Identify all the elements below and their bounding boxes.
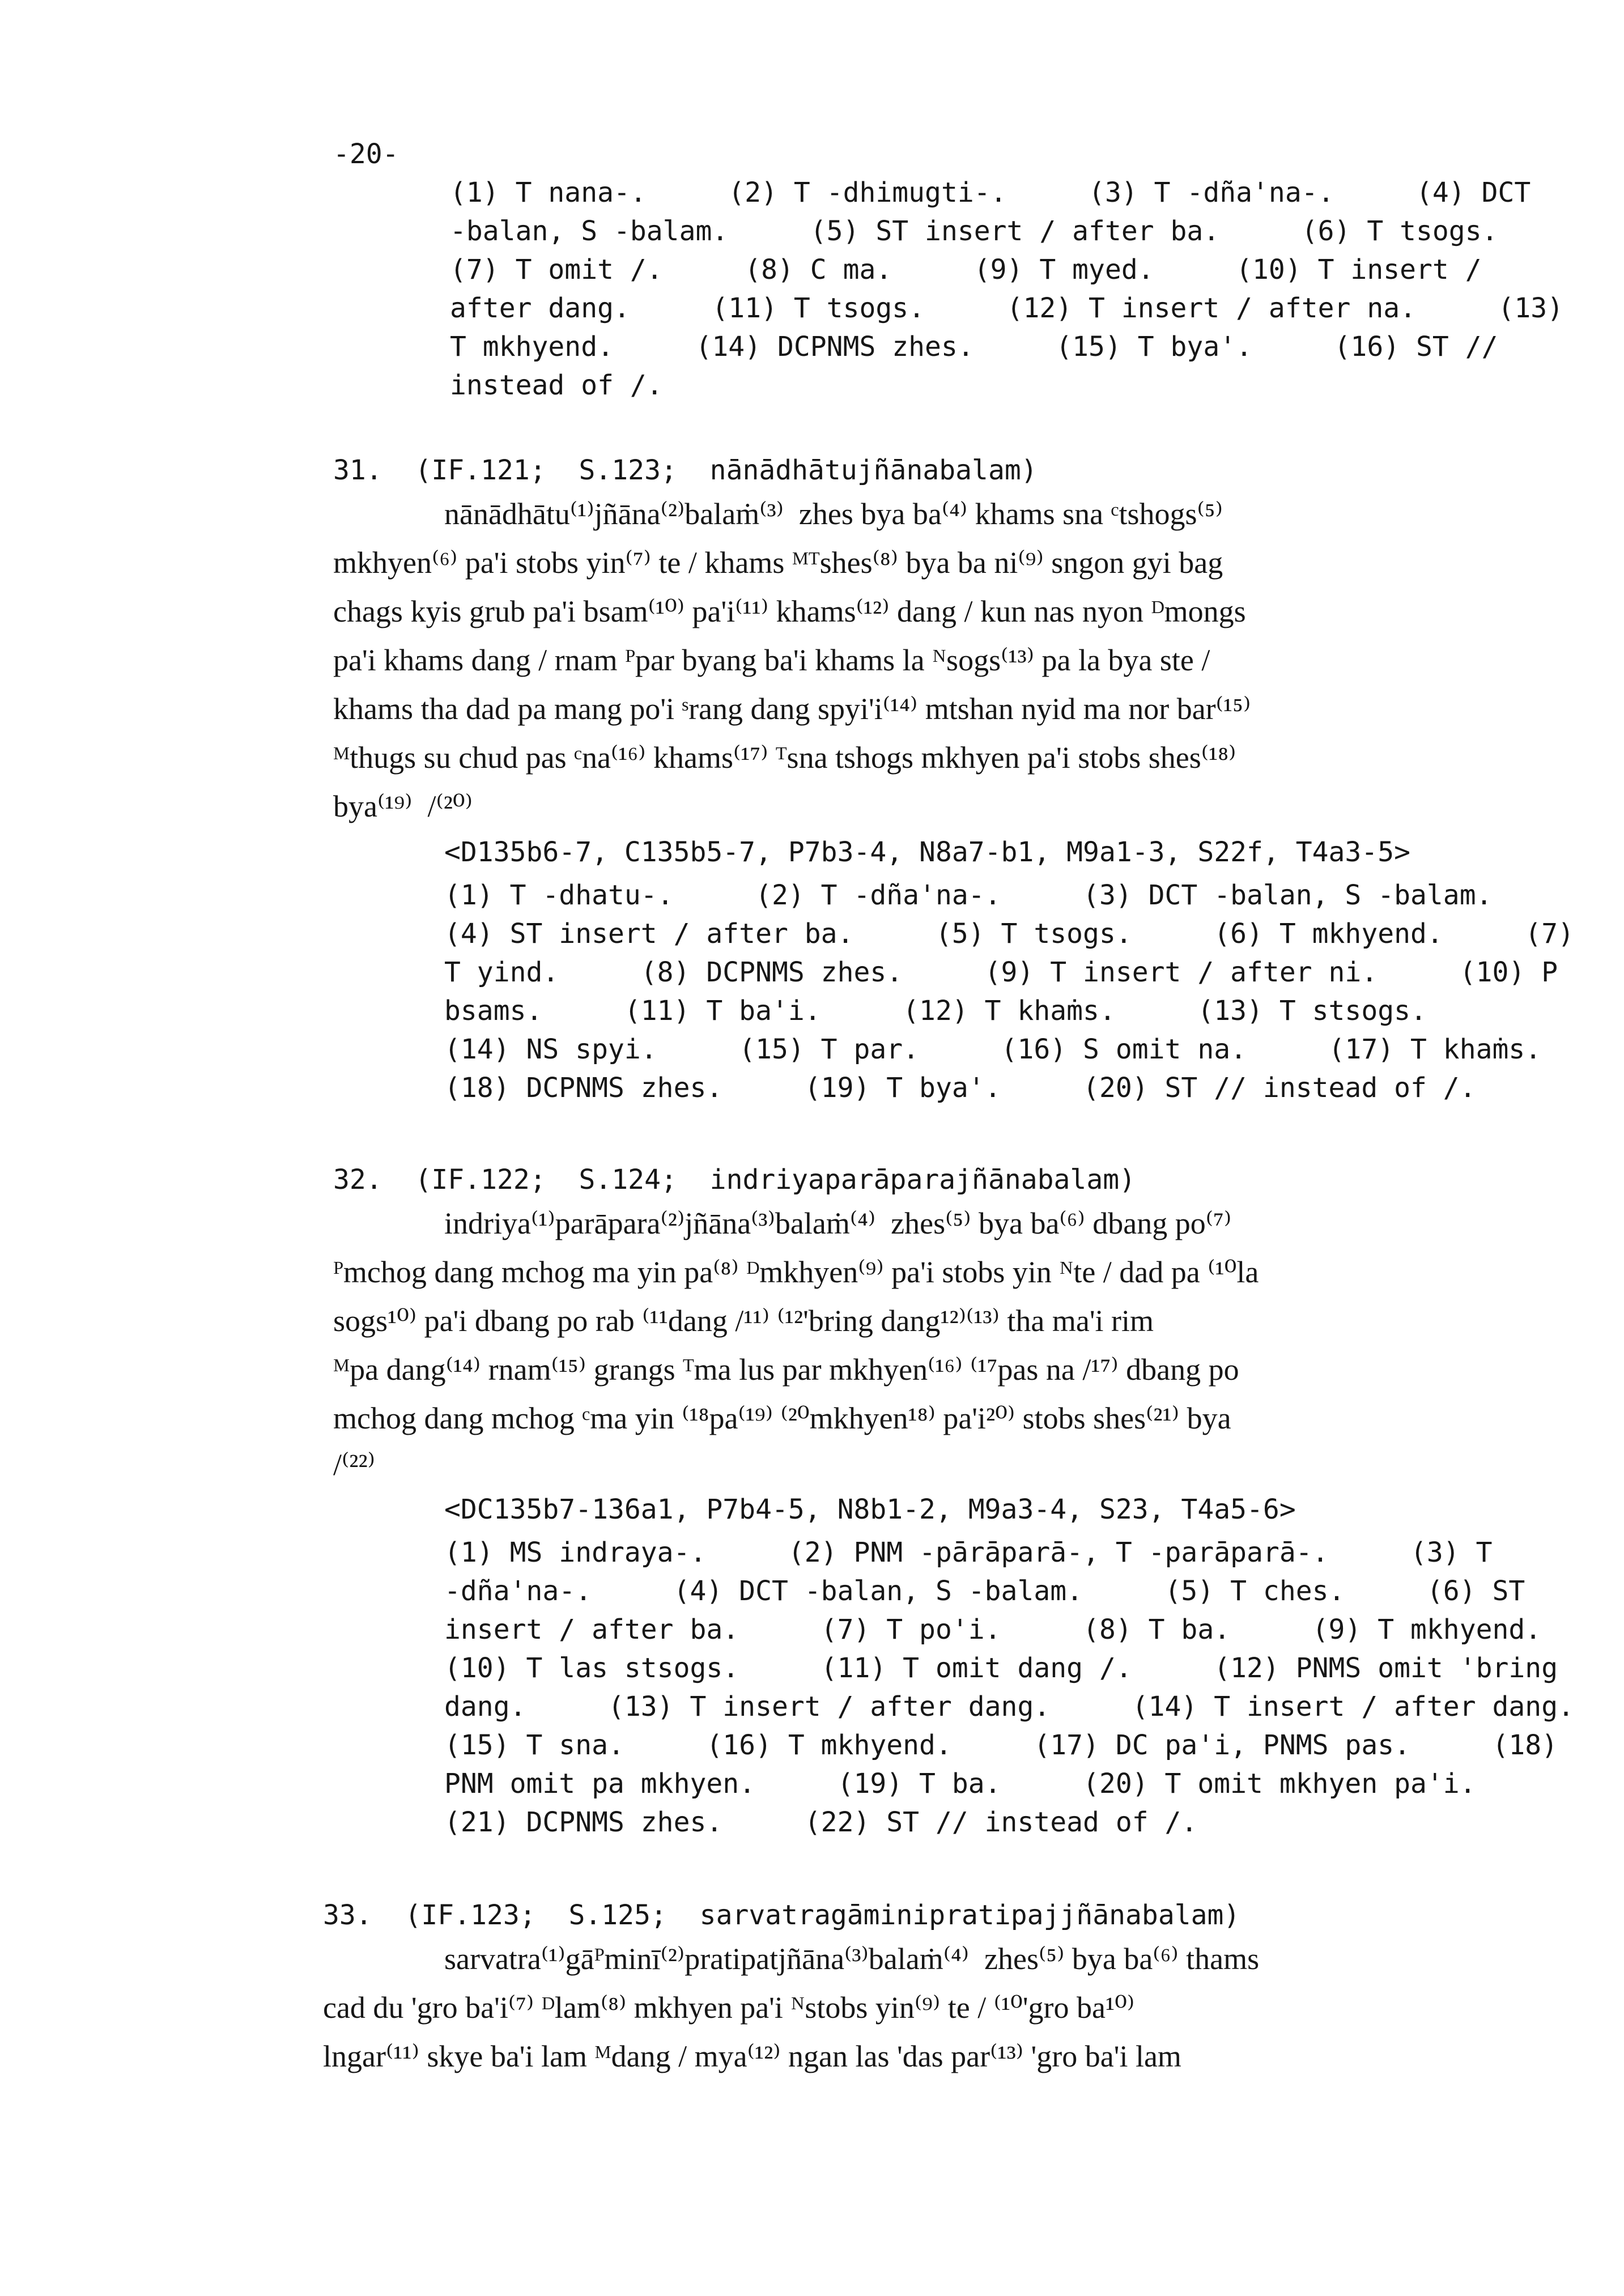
text-line: indriya⁽¹⁾parāpara⁽²⁾jñāna⁽³⁾balaṁ⁽⁴⁾ zhes⁽⁵⁾ bya ba⁽⁶⁾ dbang po⁽⁷⁾: [444, 1206, 1232, 1240]
footnote-line: bsams. (11) T ba'i. (12) T khaṁs. (13) T stsogs.: [444, 995, 1427, 1027]
page-number: -20-: [333, 138, 399, 170]
footnote-line: (14) NS spyi. (15) T par. (16) S omit na. (17) T khaṁs.: [444, 1034, 1542, 1065]
text-line: ᴹpa dang⁽¹⁴⁾ rnam⁽¹⁵⁾ grangs ᵀma lus par mkhyen⁽¹⁶⁾ ⁽¹⁷pas na /¹⁷⁾ dbang po: [333, 1353, 1239, 1387]
text-line: mkhyen⁽⁶⁾ pa'i stobs yin⁽⁷⁾ te / khams ᴹᵀshes⁽⁸⁾ bya ba ni⁽⁹⁾ sngon gyi bag: [333, 546, 1223, 580]
text-line: lngar⁽¹¹⁾ skye ba'i lam ᴹdang / mya⁽¹²⁾ ngan las 'das par⁽¹³⁾ 'gro ba'i lam: [323, 2039, 1181, 2073]
footnote-line: (1) T nana-. (2) T -dhimugti-. (3) T -dña'na-. (4) DCT: [450, 177, 1531, 209]
text-line: sarvatra⁽¹⁾gāᴾminī⁽²⁾pratipatjñāna⁽³⁾balaṁ⁽⁴⁾ zhes⁽⁵⁾ bya ba⁽⁶⁾ thams: [444, 1942, 1260, 1976]
footnote-line: (1) MS indraya-. (2) PNM -pārāparā-, T -parāparā-. (3) T: [444, 1537, 1493, 1568]
footnote-line: (21) DCPNMS zhes. (22) ST // instead of /.: [444, 1806, 1198, 1838]
text-line: pa'i khams dang / rnam ᴾpar byang ba'i khams la ᴺsogs⁽¹³⁾ pa la bya ste /: [333, 643, 1210, 677]
footnote-line: insert / after ba. (7) T po'i. (8) T ba. (9) T mkhyend.: [444, 1614, 1542, 1646]
text-line: bya⁽¹⁹⁾ /⁽²⁰⁾: [333, 789, 473, 823]
text-line: sogs¹⁰⁾ pa'i dbang po rab ⁽¹¹dang /¹¹⁾ ⁽¹²'bring dang¹²⁾⁽¹³⁾ tha ma'i rim: [333, 1304, 1154, 1338]
footnote-line: (10) T las stsogs. (11) T omit dang /. (12) PNMS omit 'bring: [444, 1652, 1558, 1684]
text-line: cad du 'gro ba'i⁽⁷⁾ ᴰlam⁽⁸⁾ mkhyen pa'i ᴺstobs yin⁽⁹⁾ te / ⁽¹⁰'gro ba¹⁰⁾: [323, 1991, 1135, 2025]
section-heading: 31. (IF.121; S.123; nānādhātujñānabalam): [333, 454, 1038, 486]
footnote-line: (1) T -dhatu-. (2) T -dña'na-. (3) DCT -balan, S -balam.: [444, 879, 1493, 911]
footnote-line: -balan, S -balam. (5) ST insert / after ba. (6) T tsogs.: [450, 215, 1498, 247]
footnote-line: (4) ST insert / after ba. (5) T tsogs. (6) T mkhyend. (7): [444, 918, 1574, 950]
text-line: chags kyis grub pa'i bsam⁽¹⁰⁾ pa'i⁽¹¹⁾ khams⁽¹²⁾ dang / kun nas nyon ᴰmongs: [333, 594, 1246, 628]
section-heading: 32. (IF.122; S.124; indriyaparāparajñānabalam): [333, 1164, 1136, 1196]
manuscript-reference: <DC135b7-136a1, P7b4-5, N8b1-2, M9a3-4, S23, T4a5-6>: [444, 1494, 1296, 1525]
footnote-line: T yind. (8) DCPNMS zhes. (9) T insert / after ni. (10) P: [444, 956, 1558, 988]
text-line: nānādhātu⁽¹⁾jñāna⁽²⁾balaṁ⁽³⁾ zhes bya ba⁽⁴⁾ khams sna ᶜtshogs⁽⁵⁾: [444, 497, 1223, 531]
text-line: ᴹthugs su chud pas ᶜna⁽¹⁶⁾ khams⁽¹⁷⁾ ᵀsna tshogs mkhyen pa'i stobs shes⁽¹⁸⁾: [333, 741, 1236, 775]
section-heading: 33. (IF.123; S.125; sarvatragāminipratipajjñānabalam): [323, 1899, 1240, 1931]
footnote-line: after dang. (11) T tsogs. (12) T insert / after na. (13): [450, 292, 1564, 324]
manuscript-reference: <D135b6-7, C135b5-7, P7b3-4, N8a7-b1, M9a1-3, S22f, T4a3-5>: [444, 836, 1411, 868]
text-line: mchog dang mchog ᶜma yin ⁽¹⁸pa⁽¹⁹⁾ ⁽²⁰mkhyen¹⁸⁾ pa'i²⁰⁾ stobs shes⁽²¹⁾ bya: [333, 1401, 1231, 1435]
footnote-line: dang. (13) T insert / after dang. (14) T insert / after dang.: [444, 1691, 1574, 1723]
footnote-line: (15) T sna. (16) T mkhyend. (17) DC pa'i, PNMS pas. (18): [444, 1729, 1558, 1761]
footnote-line: -dña'na-. (4) DCT -balan, S -balam. (5) T ches. (6) ST: [444, 1575, 1525, 1607]
text-line: ᴾmchog dang mchog ma yin pa⁽⁸⁾ ᴰmkhyen⁽⁹⁾ pa'i stobs yin ᴺte / dad pa ⁽¹⁰la: [333, 1255, 1259, 1289]
footnote-line: PNM omit pa mkhyen. (19) T ba. (20) T omit mkhyen pa'i.: [444, 1768, 1476, 1800]
footnote-line: (18) DCPNMS zhes. (19) T bya'. (20) ST // instead of /.: [444, 1072, 1476, 1104]
footnote-line: (7) T omit /. (8) C ma. (9) T myed. (10) T insert /: [450, 254, 1482, 286]
footnote-line: T mkhyend. (14) DCPNMS zhes. (15) T bya'. (16) ST //: [450, 331, 1498, 363]
footnote-line: instead of /.: [450, 369, 663, 401]
text-line: /⁽²²⁾: [333, 1448, 375, 1482]
text-line: khams tha dad pa mang po'i ˢrang dang spyi'i⁽¹⁴⁾ mtshan nyid ma nor bar⁽¹⁵⁾: [333, 692, 1251, 726]
